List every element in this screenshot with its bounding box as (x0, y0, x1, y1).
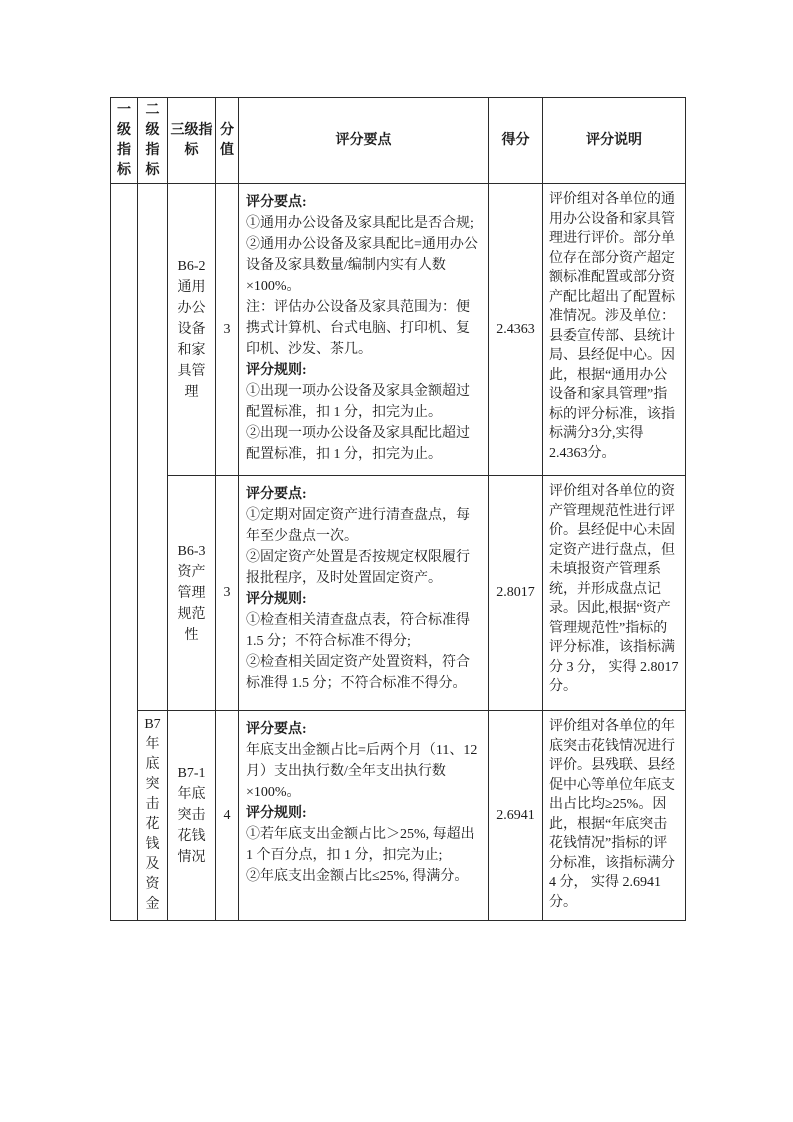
points-line: ①定期对固定资产进行清查盘点，每年至少盘点一次。 (246, 508, 470, 544)
cell-score-obtained: 2.4363 (489, 184, 543, 476)
cell-level3-indicator: B6-2 通用办公设备和家具管理 (168, 184, 216, 476)
cell-level1-indicator (111, 184, 138, 921)
points-line: 注：评估办公设备及家具范围为：便携式计算机、台式电脑、打印机、复印机、沙发、茶几。 (246, 300, 470, 357)
points-line: ②年底支出金额占比≤25%, 得满分。 (246, 869, 469, 884)
header-row (111, 98, 686, 184)
cell-scoring-points (239, 476, 489, 711)
cell-level3-indicator: B6-3 资产管理规范性 (168, 476, 216, 711)
header-level2-indicator: 二级指标 (138, 98, 168, 184)
cell-scoring-explanation: 评价组对各单位的通用办公设备和家具管理进行评价。部分单位存在部分资产超定额标准配置或部分资产配比超出了配置标准情况。涉及单位：县委宣传部、县统计局、县经促中心。因此，根据“通用办公设备和家具管理”指标的评分标准，该指标满分3分,实得2.4363分。 (543, 184, 686, 476)
points-heading: 评分要点: (246, 195, 307, 210)
points-heading: 评分规则: (246, 592, 307, 607)
cell-score-obtained: 2.6941 (489, 711, 543, 921)
points-line: ①通用办公设备及家具配比是否合规; (246, 216, 474, 231)
points-line: ②检查相关固定资产处置资料，符合标准得 1.5 分；不符合标准不得分。 (246, 655, 470, 691)
cell-score-value: 3 (216, 184, 239, 476)
cell-score-value: 3 (216, 476, 239, 711)
table-row (111, 476, 686, 711)
table-row (111, 184, 686, 476)
points-line: ①出现一项办公设备及家具金额超过配置标准，扣 1 分，扣完为止。 (246, 384, 470, 420)
points-heading: 评分规则: (246, 363, 307, 378)
table-row (111, 711, 686, 921)
points-line: ②出现一项办公设备及家具配比超过配置标准，扣 1 分，扣完为止。 (246, 426, 470, 462)
points-line: 年底支出金额占比=后两个月（11、12月）支出执行数/全年支出执行数×100%。 (246, 743, 478, 800)
header-scoring-points: 评分要点 (239, 98, 489, 184)
points-heading: 评分规则: (246, 806, 307, 821)
points-line: ②固定资产处置是否按规定权限履行报批程序，及时处置固定资产。 (246, 550, 470, 586)
cell-level3-indicator: B7-1 年底突击花钱情况 (168, 711, 216, 921)
cell-level2-indicator (138, 184, 168, 711)
header-score-value: 分值 (216, 98, 239, 184)
points-line: ①若年底支出金额占比＞25%, 每超出 1 个百分点，扣 1 分，扣完为止; (246, 827, 475, 863)
header-level3-indicator: 三级指标 (168, 98, 216, 184)
cell-scoring-points (239, 711, 489, 921)
evaluation-table (110, 97, 686, 921)
header-level1-indicator: 一级指标 (111, 98, 138, 184)
header-score-obtained: 得分 (489, 98, 543, 184)
header-scoring-explanation: 评分说明 (543, 98, 686, 184)
cell-scoring-points (239, 184, 489, 476)
points-heading: 评分要点: (246, 487, 307, 502)
points-line: ②通用办公设备及家具配比=通用办公设备及家具数量/编制内实有人数×100%。 (246, 237, 478, 294)
cell-score-value: 4 (216, 711, 239, 921)
cell-scoring-explanation: 评价组对各单位的年底突击花钱情况进行评价。县残联、县经促中心等单位年底支出占比均≥25%。因此，根据“年底突击花钱情况”指标的评分标准，该指标满分 4 分， 实得 2.6941 分。 (543, 711, 686, 921)
cell-level2-indicator: B7 年底突击花钱及资金 (138, 711, 168, 921)
cell-scoring-explanation: 评价组对各单位的资产管理规范性进行评价。县经促中心未固定资产进行盘点，但未填报资产管理系统，并形成盘点记录。因此,根据“资产管理规范性”指标的评分标准，该指标满分 3 分， 实得 2.8017 分。 (543, 476, 686, 711)
points-line: ①检查相关清查盘点表，符合标准得 1.5 分；不符合标准不得分; (246, 613, 470, 649)
points-heading: 评分要点: (246, 722, 307, 737)
cell-score-obtained: 2.8017 (489, 476, 543, 711)
